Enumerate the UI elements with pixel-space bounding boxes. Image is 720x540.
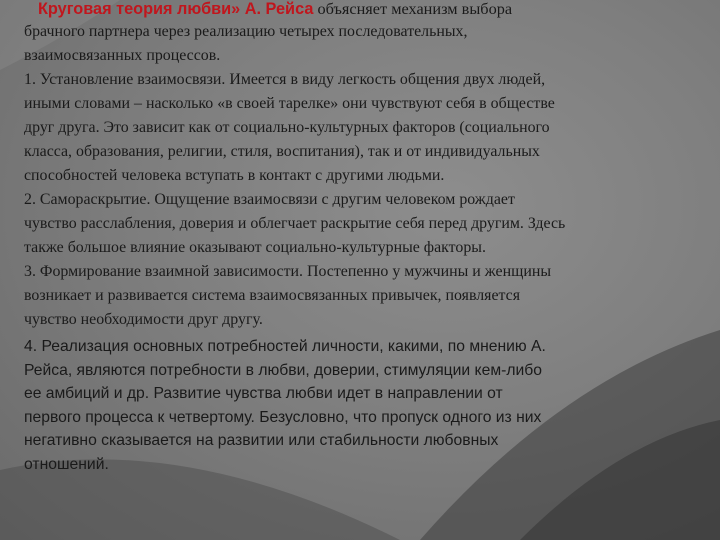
text-line: ее амбиций и др. Развитие чувства любви идет в направлении от: [24, 385, 503, 403]
text-line: также большое влияние оказывают социально-культурные факторы.: [24, 239, 486, 256]
text-line: 1. Установление взаимосвязи. Имеется в виду легкость общения двух людей,: [24, 71, 546, 88]
text-line: брачного партнера через реализацию четырех последовательных,: [24, 23, 468, 40]
text-line: Рейса, являются потребности в любви, доверии, стимуляции кем-либо: [24, 361, 542, 379]
text-line: способностей человека вступать в контакт с другими людьми.: [24, 167, 445, 184]
text-line: 4. Реализация основных потребностей личности, какими, по мнению А.: [24, 338, 546, 355]
text-line: 2. Самораскрытие. Ощущение взаимосвязи с другим человеком рождает: [24, 191, 515, 208]
text-line: первого процесса к четвертому. Безусловно, что пропуск одного из них: [24, 408, 542, 426]
slide-text: [24, 0, 714, 477]
text-line: друг друга. Это зависит как от социально-культурных факторов (социального: [24, 119, 550, 136]
text-line: негативно сказывается на развитии или стабильности любовных: [24, 432, 499, 450]
text-line: 3. Формирование взаимной зависимости. Постепенно у мужчины и женщины: [24, 263, 551, 280]
text-line: чувство расслабления, доверия и облегчает раскрытие себя перед другим. Здесь: [24, 215, 566, 232]
serif-paragraphs: [24, 20, 714, 332]
title-rest: объясняет механизм выбора: [313, 0, 513, 18]
text-line: взаимосвязанных процессов.: [24, 47, 221, 64]
title-line: [24, 0, 714, 20]
text-line: класса, образования, религии, стиля, воспитания), так и от индивидуальных: [24, 143, 540, 160]
text-line: возникает и развивается система взаимосвязанных привычек, появляется: [24, 287, 521, 304]
sans-paragraph: [24, 335, 714, 477]
title-highlight: Круговая теория любви» А. Рейса: [38, 0, 314, 18]
text-line: чувство необходимости друг другу.: [24, 311, 263, 328]
text-line: иными словами – насколько «в своей тарелке» они чувствуют себя в обществе: [24, 95, 555, 112]
text-line: отношений.: [24, 455, 109, 473]
